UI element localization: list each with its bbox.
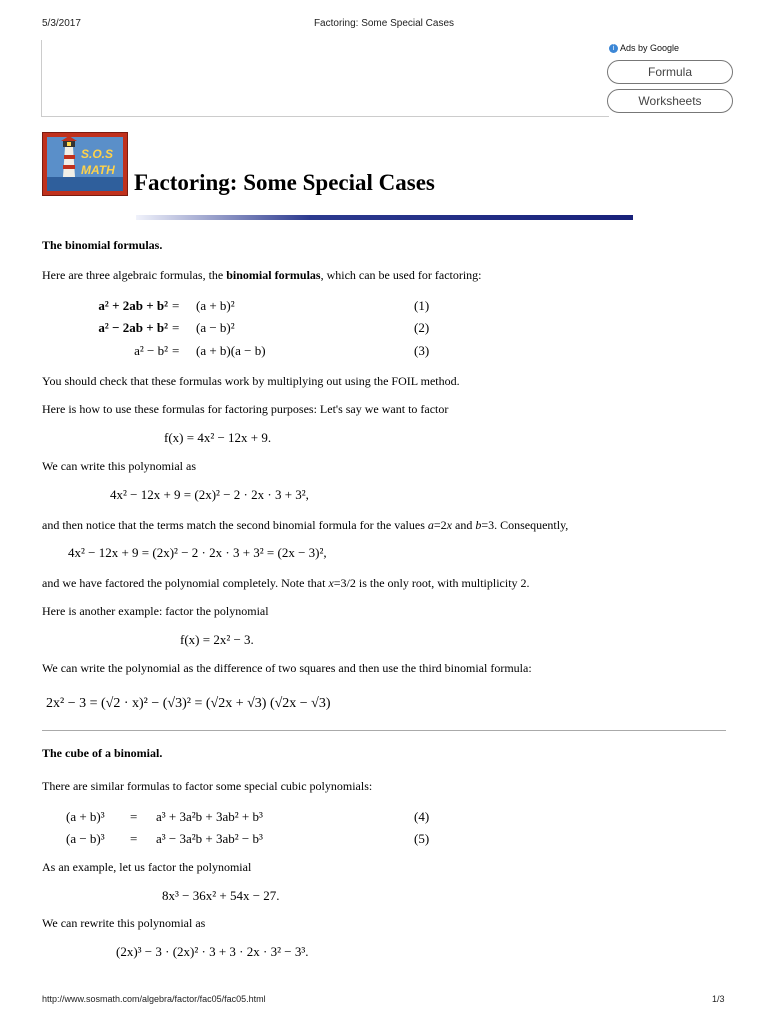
logo-text-math: MATH: [81, 163, 115, 177]
formula-3-rhs: (a + b)(a − b): [196, 343, 266, 358]
formula-button[interactable]: Formula: [607, 60, 733, 84]
howto-paragraph: Here is how to use these formulas for factoring purposes: Let's say we want to factor: [42, 402, 449, 416]
formula-3-rel: =: [172, 343, 180, 358]
factored-var-x: x: [328, 576, 334, 590]
formula-1-rel: =: [172, 298, 180, 313]
match-text-4: =3. Consequently,: [481, 518, 569, 532]
print-date: 5/3/2017: [42, 18, 81, 29]
intro-paragraph: [42, 268, 482, 283]
sosmath-logo[interactable]: [42, 132, 128, 196]
formula-5-lhs: (a − b)³: [66, 831, 105, 846]
formula-2-rel: =: [172, 320, 180, 335]
match-var-b: b: [475, 518, 482, 532]
intro-text-post: , which can be used for factoring:: [320, 268, 482, 282]
difference-paragraph: We can write the polynomial as the difference of two squares and then use the third binomial formula:: [42, 661, 532, 675]
formula-4-number: (4): [414, 809, 430, 824]
match-paragraph: [42, 518, 568, 533]
formula-1-lhs: a² + 2ab + b²: [98, 298, 168, 313]
factored-text-2: =3/2 is the only root, with multiplicity 2.: [333, 576, 530, 590]
formula-4-lhs: (a + b)³: [66, 809, 105, 824]
intro-text-pre: Here are three algebraic formulas, the: [42, 268, 227, 282]
write-paragraph: We can write this polynomial as: [42, 459, 196, 473]
print-page-number: 1/3: [712, 994, 725, 1004]
section-divider: [42, 730, 726, 731]
formula-5-rhs: a³ − 3a²b + 3ab² − b³: [156, 831, 263, 846]
factored-text-1: and we have factored the polynomial completely. Note that: [42, 576, 329, 590]
another-paragraph: Here is another example: factor the polynomial: [42, 604, 269, 618]
equation-cubic: 8x³ − 36x² + 54x − 27.: [162, 888, 280, 903]
print-url[interactable]: http://www.sosmath.com/algebra/factor/fac05/fac05.html: [42, 994, 266, 1004]
logo-text-sos: S.O.S: [81, 147, 114, 161]
formula-4-rel: =: [130, 809, 138, 824]
formula-1-number: (1): [414, 298, 430, 313]
info-icon: i: [609, 44, 618, 53]
equation-rewrite-1: 4x² − 12x + 9 = (2x)² − 2 · 2x · 3 + 3²,: [110, 487, 309, 502]
formula-2-lhs: a² − 2ab + b²: [98, 320, 168, 335]
formula-3-number: (3): [414, 343, 430, 358]
title-underline: [136, 215, 633, 220]
match-text-2: =2: [433, 518, 447, 532]
cube-intro-paragraph: There are similar formulas to factor some special cubic polynomials:: [42, 779, 373, 793]
equation-cubic-rewrite: (2x)³ − 3 · (2x)² · 3 + 3 · 2x · 3² − 3³.: [116, 944, 309, 959]
formula-3-lhs: a² − b²: [134, 343, 168, 358]
match-var-x: x: [446, 518, 452, 532]
section-heading-binomial: The binomial formulas.: [42, 238, 163, 252]
ad-frame: [41, 40, 609, 117]
page-title: Factoring: Some Special Cases: [134, 170, 435, 195]
equation-f-2: f(x) = 2x² − 3.: [180, 632, 254, 647]
formula-1-rhs: (a + b)²: [196, 298, 235, 313]
match-var-a: a: [427, 518, 434, 532]
equation-factored-1: 4x² − 12x + 9 = (2x)² − 2 · 2x · 3 + 3² = (2x − 3)²,: [68, 545, 327, 560]
equation-f-1: f(x) = 4x² − 12x + 9.: [164, 430, 272, 445]
example-paragraph: As an example, let us factor the polynomial: [42, 860, 252, 874]
foil-paragraph: You should check that these formulas work by multiplying out using the FOIL method.: [42, 374, 460, 388]
formula-5-number: (5): [414, 831, 430, 846]
ads-by-google[interactable]: [609, 43, 679, 53]
ads-label: Ads by Google: [620, 43, 680, 53]
formula-2-number: (2): [414, 320, 430, 335]
worksheets-button[interactable]: Worksheets: [607, 89, 733, 113]
match-text-1: and then notice that the terms match the second binomial formula for the values: [42, 518, 428, 532]
rewrite-paragraph: We can rewrite this polynomial as: [42, 916, 206, 930]
formula-5-rel: =: [130, 831, 138, 846]
equation-difference: 2x² − 3 = (√2 · x)² − (√3)² = (√2x + √3) (√2x − √3): [46, 696, 331, 711]
formula-4-rhs: a³ + 3a²b + 3ab² + b³: [156, 809, 263, 824]
factored-paragraph: [42, 576, 530, 591]
formula-2-rhs: (a − b)²: [196, 320, 235, 335]
intro-text-bold: binomial formulas: [226, 268, 321, 282]
print-title: Factoring: Some Special Cases: [313, 18, 455, 29]
section-heading-cube: The cube of a binomial.: [42, 746, 163, 760]
match-text-3: and: [452, 518, 476, 532]
